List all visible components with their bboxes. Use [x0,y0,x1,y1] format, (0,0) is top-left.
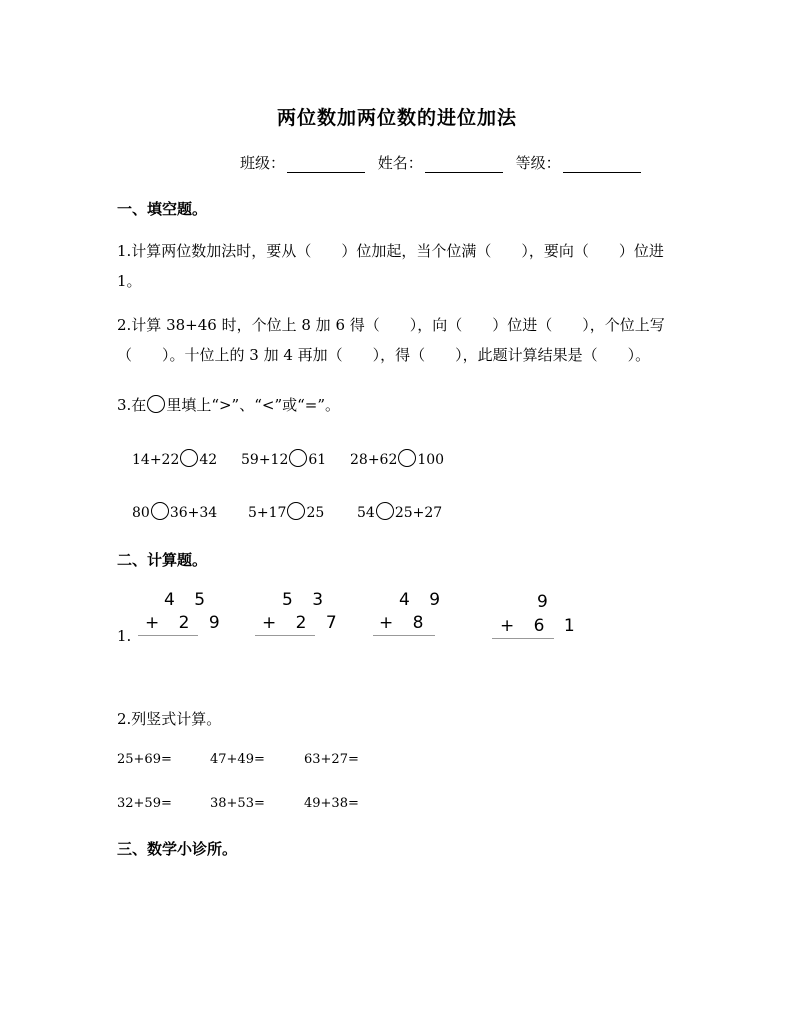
compare-left: 28+62 [350,452,398,468]
equation: 38+53= [210,796,265,811]
compare-left: 54 [357,505,375,521]
q2-line2: （ ）。十位上的 3 加 4 再加（ ），得（ ），此题计算结果是（ ）。 [117,346,651,364]
sum-line [373,635,435,636]
vertical-q-label: 1. [117,627,132,645]
vertical-top: 9 [537,592,555,612]
sum-line [255,635,315,636]
q2-label: 2.列竖式计算。 [117,710,222,728]
compare-item [132,502,217,521]
class-blank [287,158,365,173]
name-label: 姓名： [377,154,423,172]
q3-pre: 3.在 [117,396,147,414]
equation: 49+38= [304,796,359,811]
name-blank [425,158,503,173]
compare-left: 80 [132,505,150,521]
compare-item [132,449,217,468]
vertical-top: 5 3 [282,590,331,610]
q1-line1: 1.计算两位数加法时，要从（ ）位加起，当个位满（ ），要向（ ）位进 [117,242,664,260]
q3-post: 里填上“>”、“<”或“=”。 [166,396,341,414]
compare-item [350,449,444,468]
equation: 47+49= [210,752,265,767]
q1-line2: 1。 [117,272,142,290]
compare-right: 25 [306,505,325,521]
vertical-bottom: + 6 1 [500,616,582,636]
compare-left: 14+22 [132,452,180,468]
circle-icon [147,395,165,413]
vertical-bottom: + 2 9 [145,613,227,633]
sum-line [492,638,554,639]
compare-right: 36+34 [169,505,218,521]
equation: 63+27= [304,752,359,767]
compare-right: 42 [199,452,218,468]
compare-right: 25+27 [394,505,443,521]
compare-item [241,449,326,468]
sum-line [138,635,198,636]
compare-right: 100 [417,452,445,468]
section3-heading: 三、数学小诊所。 [117,840,238,858]
student-info-row [240,152,649,173]
vertical-top: 4 9 [399,590,448,610]
grade-label: 等级： [515,154,561,172]
equation: 25+69= [117,752,172,767]
answer-circle[interactable] [287,502,305,520]
answer-circle[interactable] [151,502,169,520]
compare-right: 61 [308,452,327,468]
equation: 32+59= [117,796,172,811]
compare-item [248,502,324,521]
vertical-bottom: + 2 7 [262,613,344,633]
q3-instruction [117,394,340,415]
compare-left: 59+12 [241,452,289,468]
section2-heading: 二、计算题。 [117,551,208,569]
section1-heading: 一、填空题。 [117,200,208,218]
answer-circle[interactable] [289,449,307,467]
vertical-top: 4 5 [164,590,213,610]
compare-item [357,502,442,521]
answer-circle[interactable] [376,502,394,520]
class-label: 班级： [240,154,286,172]
page-title: 两位数加两位数的进位加法 [276,107,517,129]
grade-blank [563,158,641,173]
answer-circle[interactable] [398,449,416,467]
vertical-bottom: + 8 [379,613,431,633]
answer-circle[interactable] [180,449,198,467]
compare-left: 5+17 [248,505,287,521]
q2-line1: 2.计算 38+46 时，个位上 8 加 6 得（ ），向（ ）位进（ ），个位上写 [117,316,665,334]
